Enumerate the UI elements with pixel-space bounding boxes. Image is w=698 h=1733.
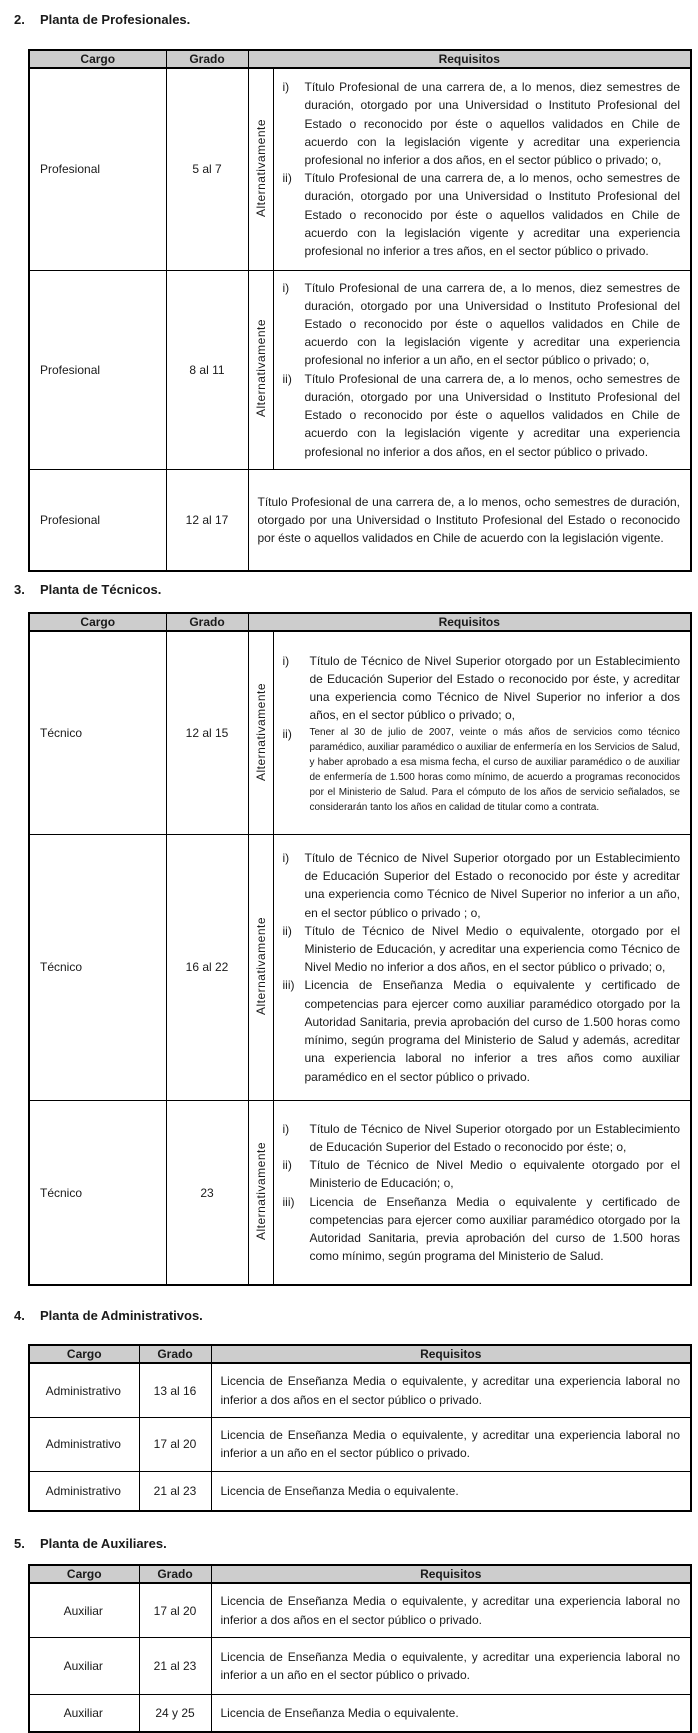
table-row [29, 270, 691, 469]
section-number: 3. [14, 582, 25, 598]
requisito-item [283, 922, 681, 977]
cell-requisitos [273, 834, 691, 1100]
item-text: Licencia de Enseñanza Media o equivalente y certificado de competencias para ejercer como auxiliar paramédico otorgado por la Autoridad Sanitaria, previa aprobación del curso de 1.500 horas como mínimo, según programa del Ministerio de Salud y además, acreditar una experiencia laboral no inferior a tres años como auxiliar paramédico en el sector público o privado. [304, 978, 680, 1084]
item-marker: i) [282, 1121, 290, 1136]
item-marker: i) [282, 80, 290, 95]
alternativamente-label: Alternativamente [253, 916, 268, 1015]
section-title: Planta de Profesionales. [40, 12, 191, 27]
section-heading-auxiliares [14, 1536, 690, 1552]
cell-cargo: Administrativo [29, 1363, 139, 1417]
section-number: 5. [14, 1536, 25, 1552]
requisito-text: Licencia de Enseñanza Media o equivalente. [220, 1483, 459, 1498]
section-title: Planta de Técnicos. [40, 582, 162, 598]
cell-cargo: Técnico [29, 1100, 166, 1285]
cell-requisitos [273, 68, 691, 270]
alternativamente-label: Alternativamente [253, 1142, 268, 1241]
table-row [29, 1637, 691, 1694]
requisito-text: Licencia de Enseñanza Media o equivalente, y acreditar una experiencia laboral no inferior a dos años en el sector público o privado. [220, 1374, 680, 1407]
tecnicos-table [28, 612, 692, 1286]
section-number: 2. [14, 12, 25, 27]
item-text: Título de Técnico de Nivel Medio o equivalente otorgado por el Ministerio de Educación; o, [309, 1158, 680, 1191]
table-row [29, 834, 691, 1100]
item-marker: iii) [282, 1194, 295, 1209]
table-header-row [29, 613, 691, 631]
requisito-text: Título Profesional de una carrera de, a lo menos, ocho semestres de duración, otorgado por una Universidad o Instituto Profesional del Estado o reconocido por éste o aquellos validados en Chile de acuerdo con la legislación vigente. [257, 494, 680, 546]
requisito-item [283, 976, 681, 1085]
item-marker: ii) [282, 726, 292, 741]
cell-grado: 24 y 25 [139, 1694, 211, 1732]
cell-alternativamente [248, 834, 273, 1100]
item-text: Título de Técnico de Nivel Medio o equivalente, otorgado por el Ministerio de Educación, y acreditar una experiencia como Técnico de Nivel Medio no inferior a dos años, en el sector público o privado; o, [304, 923, 680, 975]
section-number: 4. [14, 1308, 25, 1324]
header-grado: Grado [139, 1565, 211, 1583]
cell-cargo: Administrativo [29, 1471, 139, 1511]
requisito-text: Licencia de Enseñanza Media o equivalente, y acreditar una experiencia laboral no inferior a un año en el sector público o privado. [220, 1649, 680, 1682]
table-row [29, 68, 691, 270]
cell-grado: 16 al 22 [166, 834, 248, 1100]
header-grado: Grado [166, 613, 248, 631]
administrativos-table [28, 1344, 692, 1512]
header-cargo: Cargo [29, 1345, 139, 1363]
requisito-item [283, 1120, 681, 1156]
cell-requisitos [273, 631, 691, 834]
header-cargo: Cargo [29, 50, 166, 68]
cell-cargo: Auxiliar [29, 1583, 139, 1637]
header-cargo: Cargo [29, 613, 166, 631]
alternativamente-label: Alternativamente [253, 682, 268, 781]
cell-cargo: Profesional [29, 270, 166, 469]
cell-grado: 17 al 20 [139, 1417, 211, 1471]
header-grado: Grado [139, 1345, 211, 1363]
requisito-text: Licencia de Enseñanza Media o equivalente, y acreditar una experiencia laboral no inferior a dos años en el sector público o privado. [220, 1594, 680, 1627]
cell-requisitos [273, 270, 691, 469]
cell-requisitos [211, 1417, 691, 1471]
item-marker: ii) [282, 1158, 292, 1173]
table-row [29, 1694, 691, 1732]
item-text: Título Profesional de una carrera de, a lo menos, ocho semestres de duración, otorgado por una Universidad o Instituto Profesional del Estado o reconocido por éste o aquellos validados en Chile de acuerdo con la legislación vigente y acreditar una experiencia profesional no inferior a dos años, en el sector público o privado. [304, 371, 680, 459]
table-row [29, 1471, 691, 1511]
cell-requisitos [211, 1471, 691, 1511]
table-row [29, 1100, 691, 1285]
cell-cargo: Administrativo [29, 1417, 139, 1471]
item-text: Título de Técnico de Nivel Superior otorgado por un Establecimiento de Educación Superior del Estado o reconocido por éste y acreditar una experiencia como Técnico de Nivel Superior no inferior a un año, en el sector público o privado ; o, [304, 850, 680, 920]
item-text: Título de Técnico de Nivel Superior otorgado por un Establecimiento de Educación Superior del Estado o reconocido por éste; o, [309, 1121, 680, 1154]
requisito-item [283, 370, 681, 461]
item-marker: ii) [282, 371, 292, 386]
section-heading-tecnicos [14, 582, 690, 598]
cell-requisitos [248, 469, 691, 571]
header-requisitos: Requisitos [211, 1345, 691, 1363]
header-grado: Grado [166, 50, 248, 68]
section-title: Planta de Auxiliares. [40, 1536, 167, 1552]
table-header-row [29, 50, 691, 68]
cell-alternativamente [248, 631, 273, 834]
item-text: Título de Técnico de Nivel Superior otorgado por un Establecimiento de Educación Superior del Estado o reconocido por éste, y acreditar una experiencia como Técnico de Nivel Superior no inferior a dos años, en el sector público o privado; o, [309, 653, 680, 723]
cell-grado: 12 al 17 [166, 469, 248, 571]
requisito-item [283, 725, 681, 815]
alternativamente-label: Alternativamente [253, 118, 268, 217]
profesionales-table [28, 49, 692, 572]
item-marker: i) [282, 850, 290, 865]
header-requisitos: Requisitos [248, 613, 691, 631]
section-heading-administrativos [14, 1308, 690, 1324]
section-heading-profesionales [14, 12, 690, 28]
item-marker: i) [282, 280, 290, 295]
cell-requisitos [211, 1363, 691, 1417]
cell-alternativamente [248, 1100, 273, 1285]
cell-requisitos [211, 1694, 691, 1732]
cell-cargo: Profesional [29, 469, 166, 571]
cell-grado: 13 al 16 [139, 1363, 211, 1417]
requisito-text: Licencia de Enseñanza Media o equivalente, y acreditar una experiencia laboral no inferior a un año en el sector público o privado. [220, 1428, 680, 1461]
alternativamente-label: Alternativamente [253, 319, 268, 418]
cell-cargo: Técnico [29, 834, 166, 1100]
cell-grado: 17 al 20 [139, 1583, 211, 1637]
cell-cargo: Auxiliar [29, 1694, 139, 1732]
item-text: Título Profesional de una carrera de, a lo menos, ocho semestres de duración, otorgado por una Universidad o Instituto Profesional del Estado o reconocido por éste o aquellos validados en Chile de acuerdo con la legislación vigente y acreditar una experiencia profesional no inferior a tres años, en el sector público o privado. [304, 171, 680, 259]
cell-alternativamente [248, 270, 273, 469]
cell-alternativamente [248, 68, 273, 270]
cell-grado: 5 al 7 [166, 68, 248, 270]
requisito-item [283, 1156, 681, 1192]
requisito-item [283, 849, 681, 922]
item-marker: iii) [282, 978, 295, 993]
cell-cargo: Auxiliar [29, 1637, 139, 1694]
cell-grado: 21 al 23 [139, 1471, 211, 1511]
header-requisitos: Requisitos [248, 50, 691, 68]
section-title: Planta de Administrativos. [40, 1308, 203, 1324]
item-text: Licencia de Enseñanza Media o equivalente y certificado de competencias para ejercer como auxiliar paramédico otorgado por la Autoridad Sanitaria, previa aprobación del curso de 1.500 horas como mínimo, según programa del Ministerio de Salud. [309, 1194, 680, 1264]
cell-cargo: Técnico [29, 631, 166, 834]
cell-grado: 12 al 15 [166, 631, 248, 834]
requisito-item [283, 1193, 681, 1266]
item-text: Tener al 30 de julio de 2007, veinte o más años de servicios como técnico paramédico, auxiliar paramédico o auxiliar de enfermería en los Servicios de Salud, y haber aprobado a esa misma fecha, el curso de auxiliar paramédico o de auxiliar de enfermería de 1.500 horas como mínimo, de acuerdo a programas reconocidos por el Ministerio de Salud. Para el cómputo de los años de servicio señalados, se considerarán tanto los años en calidad de titular como a contrata. [309, 726, 680, 813]
item-marker: i) [282, 653, 290, 668]
requisito-item [283, 169, 681, 260]
requisito-item [283, 279, 681, 370]
header-cargo: Cargo [29, 1565, 139, 1583]
table-row [29, 469, 691, 571]
cell-cargo: Profesional [29, 68, 166, 270]
item-text: Título Profesional de una carrera de, a lo menos, diez semestres de duración, otorgado por una Universidad o Instituto Profesional del Estado o reconocido por éste o aquellos validados en Chile de acuerdo con la legislación vigente y acreditar una experiencia profesional no inferior a dos años, en el sector público o privado; o, [304, 80, 680, 168]
cell-grado: 21 al 23 [139, 1637, 211, 1694]
cell-requisitos [211, 1637, 691, 1694]
requisito-item [283, 652, 681, 725]
item-text: Título Profesional de una carrera de, a lo menos, diez semestres de duración, otorgado por una Universidad o Instituto Profesional del Estado o reconocido por éste o aquellos validados en Chile de acuerdo con la legislación vigente y acreditar una experiencia profesional no inferior a un año, en el sector público o privado; o, [304, 280, 680, 368]
header-requisitos: Requisitos [211, 1565, 691, 1583]
cell-requisitos [211, 1583, 691, 1637]
table-row [29, 631, 691, 834]
table-header-row [29, 1565, 691, 1583]
table-row [29, 1363, 691, 1417]
cell-requisitos [273, 1100, 691, 1285]
requisito-item [283, 78, 681, 169]
requisito-text: Licencia de Enseñanza Media o equivalente. [220, 1705, 459, 1720]
item-marker: ii) [282, 923, 292, 938]
auxiliares-table [28, 1564, 692, 1733]
table-row [29, 1583, 691, 1637]
table-header-row [29, 1345, 691, 1363]
table-row [29, 1417, 691, 1471]
cell-grado: 23 [166, 1100, 248, 1285]
cell-grado: 8 al 11 [166, 270, 248, 469]
item-marker: ii) [282, 171, 292, 186]
